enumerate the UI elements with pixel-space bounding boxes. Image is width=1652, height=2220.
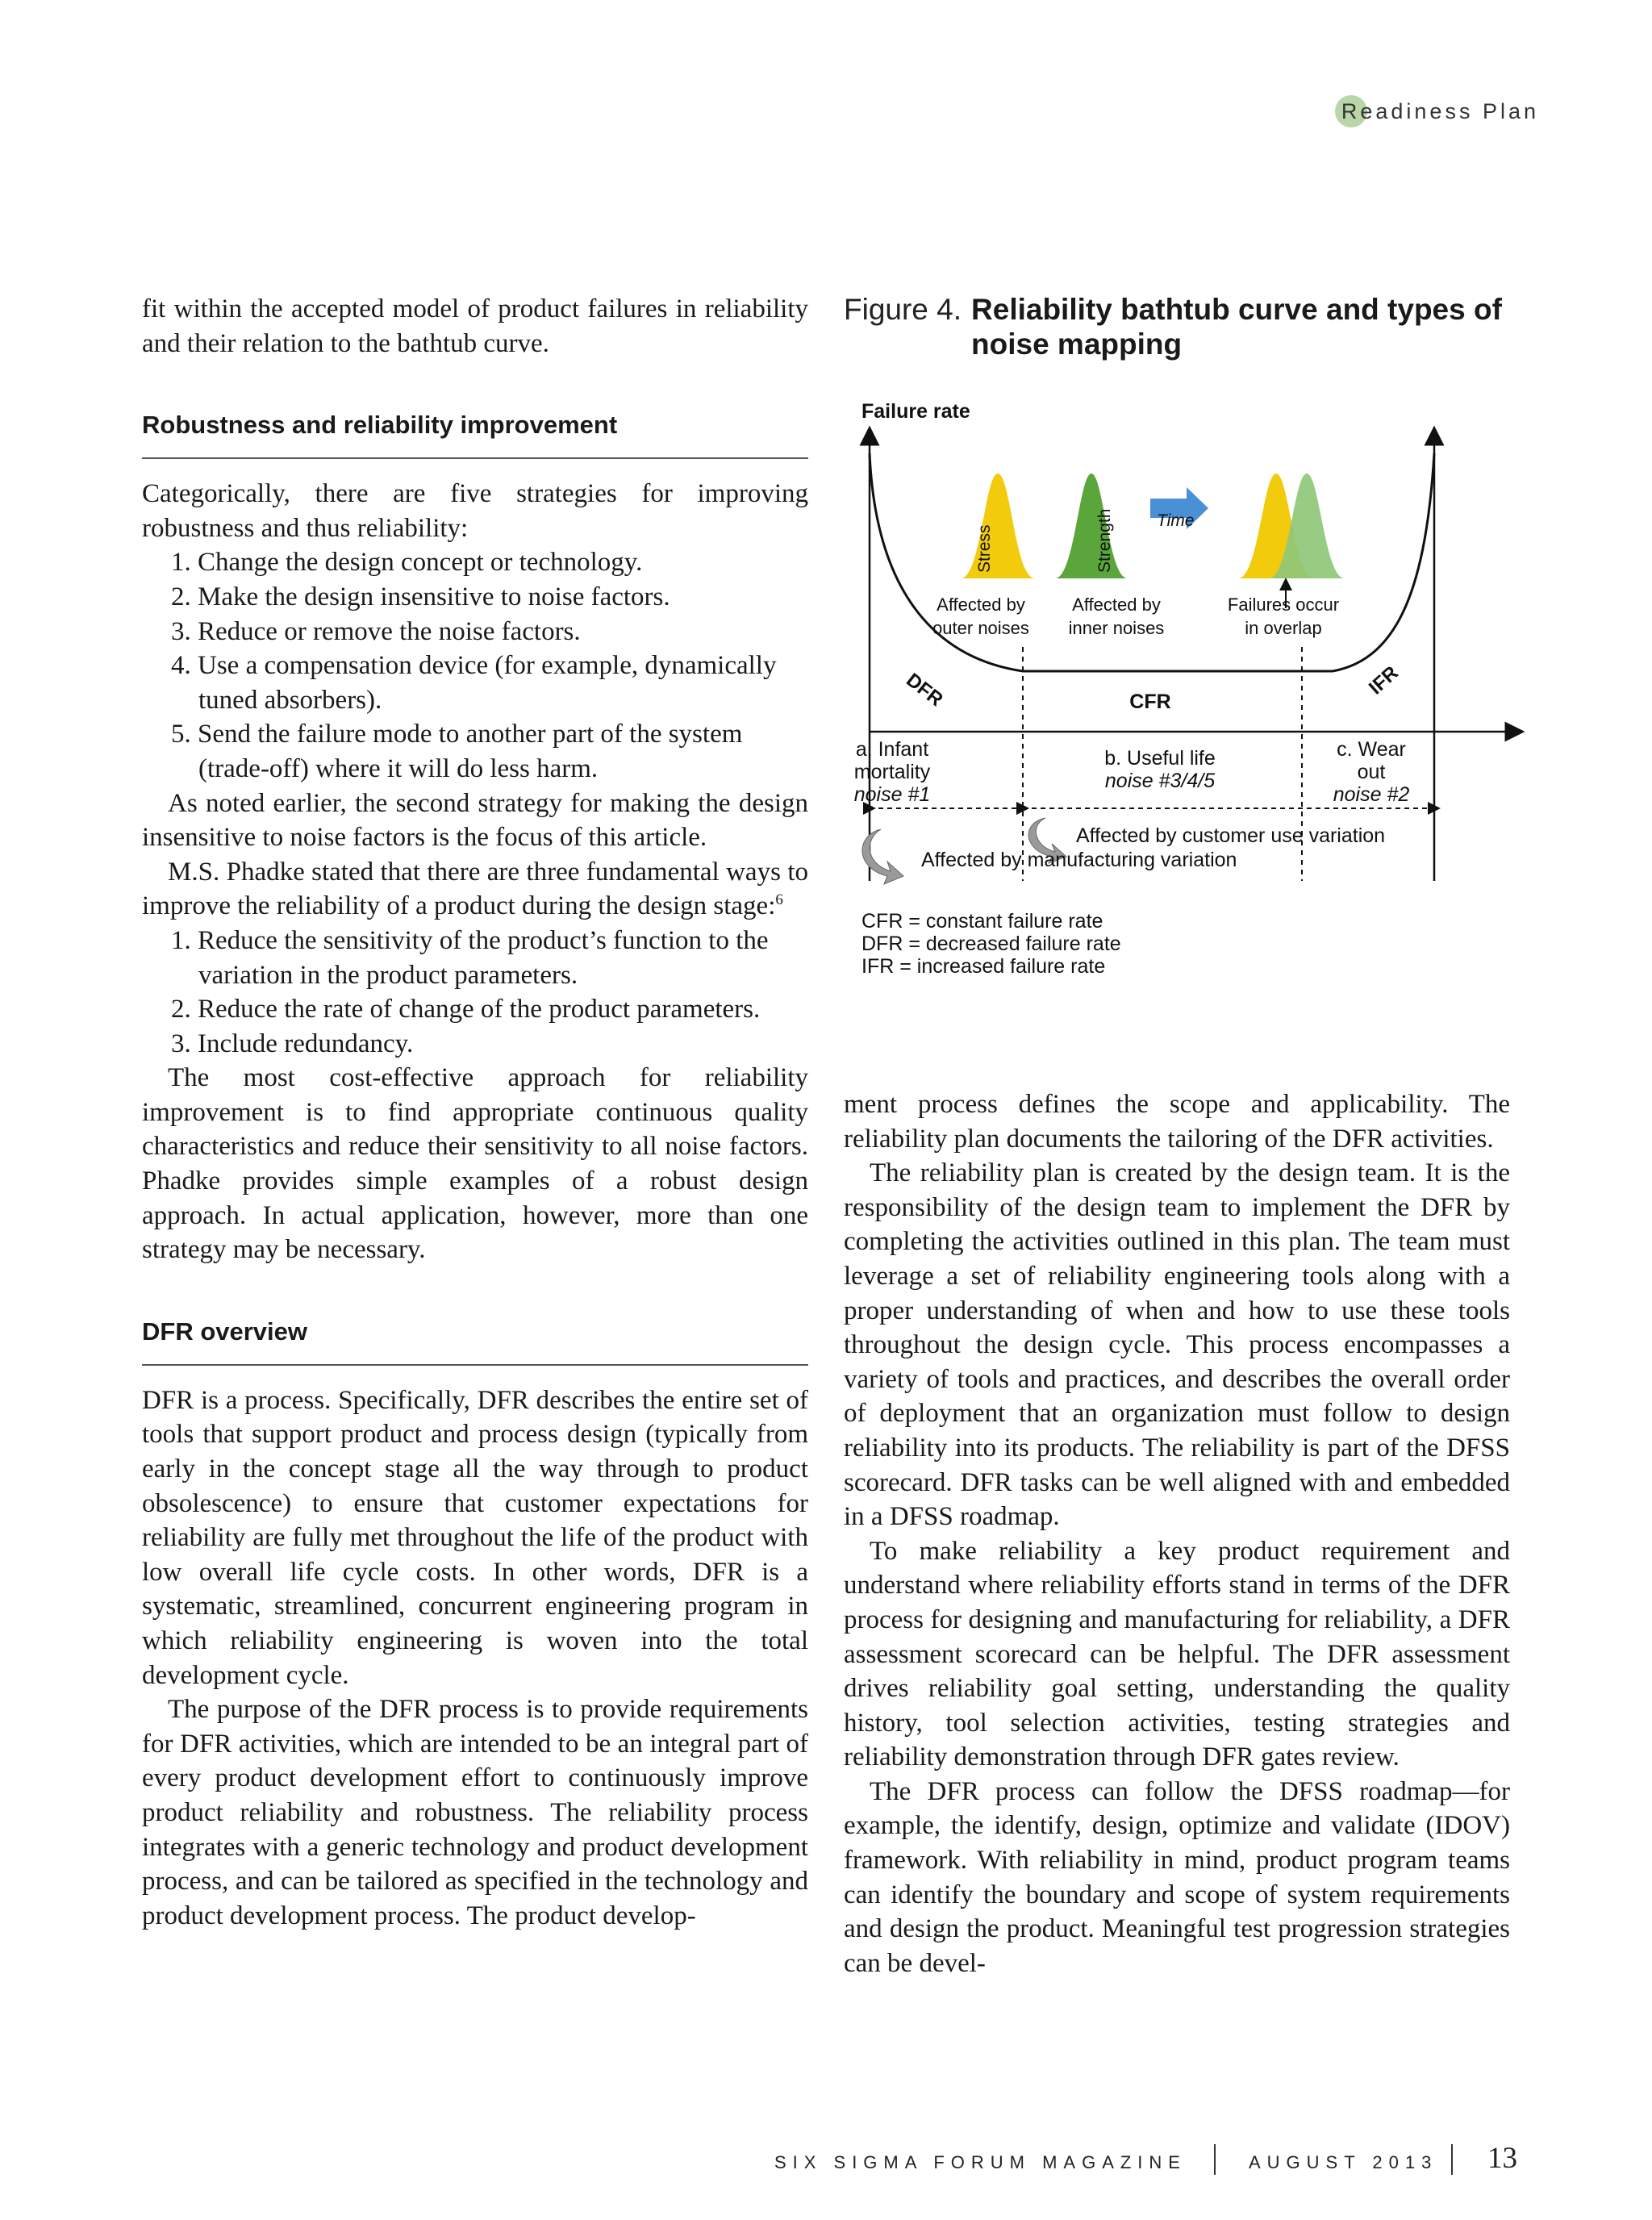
list-item: 1. Reduce the sensitivity of the product’s function to the variation in the product parameters. <box>171 925 769 990</box>
footer-date: AUGUST 2013 <box>1249 2152 1438 2172</box>
left-column <box>142 292 808 1933</box>
bathtub-curve <box>870 453 1434 671</box>
strength-label: Strength <box>1095 508 1114 573</box>
paragraph-phadke <box>142 855 808 924</box>
bathtub-diagram <box>844 292 1537 1002</box>
cfr-label: CFR <box>1129 691 1171 713</box>
page-footer <box>0 2141 1652 2189</box>
failures-line2: in overlap <box>1245 618 1322 638</box>
phase-infant-line1: a. Infant <box>855 738 929 761</box>
affected-outer-line2: outer noises <box>932 618 1029 638</box>
running-head <box>1341 95 1539 127</box>
phase-infant-noise: noise #1 <box>853 783 931 806</box>
section-heading-dfr-overview: DFR overview <box>142 1292 808 1366</box>
list-item: 2. Make the design insensitive to noise factors. <box>171 582 670 611</box>
figure-4 <box>844 292 1537 1002</box>
affected-inner-line2: inner noises <box>1068 618 1165 638</box>
manufacturing-label: Affected by manufacturing variation <box>921 849 1237 871</box>
running-head-text: Readiness Plan <box>1341 98 1539 123</box>
paragraph-phadke-text: M.S. Phadke stated that there are three fundamental ways to improve the reliability of a product during the design stage: <box>142 857 808 921</box>
stress-label: Stress <box>975 524 994 573</box>
ways-list <box>142 924 808 1061</box>
legend-cfr: CFR = constant failure rate <box>861 910 1103 933</box>
customer-use-label: Affected by customer use variation <box>1076 824 1386 847</box>
ifr-label: IFR <box>1364 661 1403 699</box>
phase-infant-line2: mortality <box>853 761 931 783</box>
phase-wear-line1: c. Wear <box>1337 738 1406 761</box>
paragraph-key-requirement: To make reliability a key product requirement and understand where reliability efforts stand in terms of the DFR process for designing and manufacturing for reliability, a DFR assessment scorecard can be helpful. The DFR assessment drives reliability goal setting, understanding the quality history, tool selection activities, testing strategies and reliability demonstration through DFR gates review. <box>844 1536 1510 1772</box>
intro-paragraph: fit within the accepted model of product failures in reliability and their relation to the bathtub curve. <box>142 294 808 358</box>
legend-ifr: IFR = increased failure rate <box>861 955 1106 978</box>
footer-divider <box>1451 2144 1453 2175</box>
strategies-list <box>142 545 808 786</box>
stress-distribution <box>961 474 1035 578</box>
y-axis-label: Failure rate <box>861 400 970 423</box>
right-column <box>844 1087 1510 1980</box>
list-item: 2. Reduce the rate of change of the product parameters. <box>171 995 761 1024</box>
affected-inner-line1: Affected by <box>1072 595 1161 615</box>
failures-line1: Failures occur <box>1227 595 1340 615</box>
paragraph-noted: As noted earlier, the second strategy for making the design insensitive to noise factors is the focus of this article. <box>142 788 808 853</box>
list-item: 3. Include redundancy. <box>171 1029 414 1058</box>
list-item: 3. Reduce or remove the noise factors. <box>171 616 581 646</box>
strength-distribution <box>1055 474 1128 578</box>
figure-label: Figure 4. <box>844 293 962 326</box>
phase-useful-line1: b. Useful life <box>1104 747 1216 770</box>
paragraph-scope: ment process defines the scope and applicability. The reliability plan documents the tailoring of the DFR activities. <box>844 1090 1510 1154</box>
phase-useful-noise: noise #3/4/5 <box>1104 770 1216 792</box>
time-label: Time <box>1157 511 1195 530</box>
paragraph-dfr-process: DFR is a process. Specifically, DFR describes the entire set of tools that support product and process design (typically from early in the concept stage all the way through to product obsolescence) to ensure that customer expectations for reliability are fully met throughout the life of the product with low overall life cycle costs. In other words, DFR is a systematic, streamlined, concurrent engineering program in which reliability engineering is woven into the total development cycle. <box>142 1385 808 1690</box>
manufacturing-curl-arrow-icon <box>862 829 903 884</box>
legend-dfr: DFR = decreased failure rate <box>861 933 1121 955</box>
footer-magazine: SIX SIGMA FORUM MAGAZINE <box>774 2152 1187 2172</box>
paragraph-cost-effective: The most cost-effective approach for reliability improvement is to find appropriate continuous quality characteristics and reduce their sensitivity to all noise factors. Phadke provides simple examples of a robust design approach. In actual application, however, more than one strategy may be necessary. <box>142 1063 808 1265</box>
affected-outer-line1: Affected by <box>937 595 1025 615</box>
page-number: 13 <box>1487 2142 1517 2175</box>
strategies-lead: Categorically, there are five strategies for improving robustness and thus reliability: <box>142 479 808 543</box>
paragraph-dfr-purpose: The purpose of the DFR process is to provide requirements for DFR activities, which are intended to be an integral part of every product development effort to continuously improve product reliability and robustness. The reliability process integrates with a generic technology and product development process, and can be tailored as specified in the technology and product development process. The product develop- <box>142 1695 808 1930</box>
section-heading-robustness: Robustness and reliability improvement <box>142 385 808 459</box>
list-item: 5. Send the failure mode to another part of the system (trade-off) where it will do less harm. <box>171 720 743 783</box>
phase-wear-line2: out <box>1357 761 1386 783</box>
list-item: 1. Change the design concept or technology. <box>171 548 643 578</box>
paragraph-reliability-plan: The reliability plan is created by the design team. It is the responsibility of the design team to implement the DFR by completing the activities outlined in this plan. The team must leverage a set of reliability engineering tools along with a proper understanding of when and how to use these tools throughout the design cycle. This process encompasses a variety of tools and practices, and describes the overall order of deployment that an organization must follow to design reliability into its products. The reliability is part of the DFSS scorecard. DFR tasks can be well aligned with and embedded in a DFSS roadmap. <box>844 1158 1510 1532</box>
paragraph-dfss-roadmap: The DFR process can follow the DFSS roadmap—for example, the identify, design, optimize and validate (IDOV) framework. With reliability in mind, product program teams can identify the boundary and scope of system requirements and design the product. Meaningful test progression strategies can be devel- <box>844 1776 1510 1978</box>
figure-title: Reliability bathtub curve and types of noise mapping <box>971 293 1502 361</box>
footer-divider <box>1214 2144 1216 2175</box>
phase-wear-noise: noise #2 <box>1333 783 1410 806</box>
footnote-ref: 6 <box>775 891 783 909</box>
list-item: 4. Use a compensation device (for example, dynamically tuned absorbers). <box>171 651 777 715</box>
dfr-label: DFR <box>902 669 947 711</box>
